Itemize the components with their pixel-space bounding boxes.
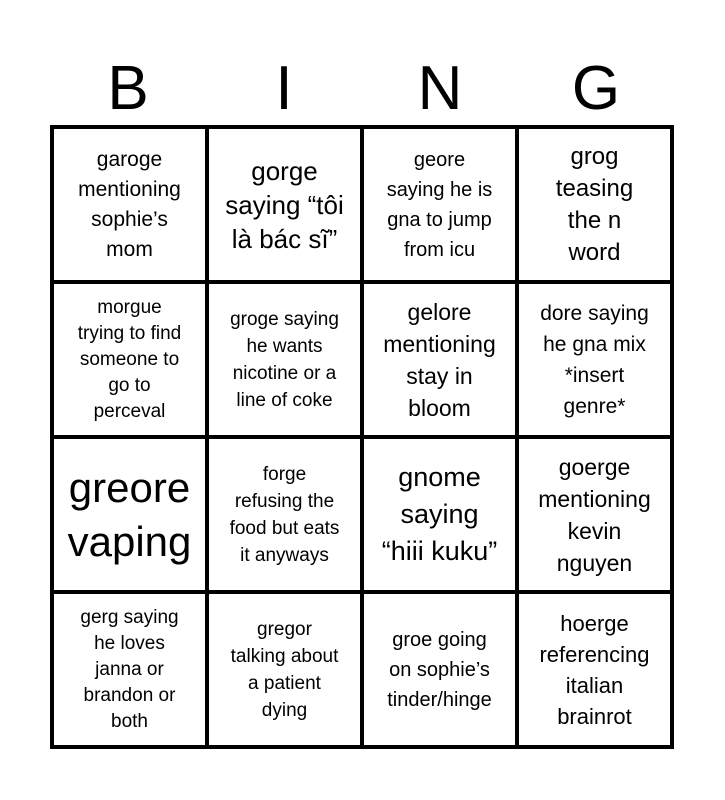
bingo-cell[interactable] [519, 439, 670, 590]
cell-text: gorge saying “tôi là bác sĩ” [225, 155, 344, 254]
cell-text: gerg saying he loves janna or brandon or both [80, 606, 179, 732]
header-letter-b: B [107, 54, 149, 123]
cell-text: morgue trying to find someone to go to perceval [77, 296, 182, 422]
cell-text: dore saying he gna mix *insert genre* [540, 301, 649, 418]
cell-text: grog teasing the n word [555, 142, 634, 266]
cell-text: garoge mentioning sophie’s mom [78, 147, 181, 261]
cell-text: hoerge referencing italian brainrot [539, 610, 650, 729]
cell-text: groe going on sophie’s tinder/hinge [387, 628, 492, 711]
bingo-cell[interactable] [364, 439, 515, 590]
cell-text: goerge mentioning kevin nguyen [538, 453, 651, 576]
bingo-cell[interactable] [519, 594, 670, 745]
bingo-cell[interactable] [209, 594, 360, 745]
bingo-header [50, 52, 674, 126]
bingo-cell[interactable] [54, 594, 205, 745]
bingo-cell[interactable] [209, 129, 360, 280]
cell-text: greore vaping [67, 463, 192, 565]
bingo-cell[interactable] [364, 129, 515, 280]
header-letter-i: I [275, 54, 293, 123]
bingo-board [50, 125, 674, 749]
bingo-cell[interactable] [54, 284, 205, 435]
bingo-cell[interactable] [209, 439, 360, 590]
bingo-cell[interactable] [519, 284, 670, 435]
cell-text: gelore mentioning stay in bloom [383, 298, 496, 421]
cell-text: groge saying he wants nicotine or a line of coke [230, 308, 339, 411]
bingo-cell[interactable] [519, 129, 670, 280]
cell-text: gnome saying “hiii kuku” [381, 462, 498, 566]
bingo-cell[interactable] [209, 284, 360, 435]
header-letter-g: G [571, 54, 621, 123]
bingo-cell[interactable] [364, 284, 515, 435]
cell-text: forge refusing the food but eats it anyways [229, 463, 340, 566]
header-letter-n: N [417, 54, 463, 123]
cell-text: geore saying he is gna to jump from icu [386, 148, 493, 261]
bingo-cell[interactable] [364, 594, 515, 745]
bingo-cell[interactable] [54, 129, 205, 280]
cell-text: gregor talking about a patient dying [230, 618, 339, 721]
bingo-cell[interactable] [54, 439, 205, 590]
